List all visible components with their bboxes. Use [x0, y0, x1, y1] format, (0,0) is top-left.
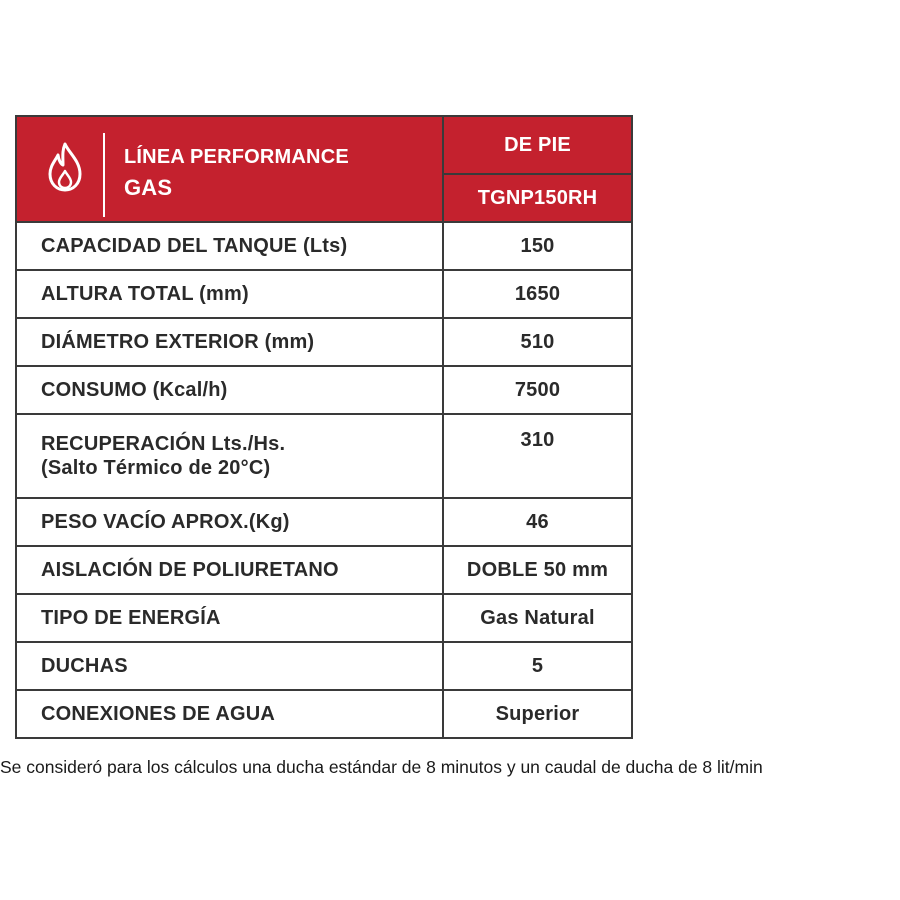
- row-value: 46: [443, 498, 632, 546]
- row-value: Superior: [443, 690, 632, 738]
- footnote: Se consideró para los cálculos una ducha estándar de 8 minutos y un caudal de ducha de 8 lit/min: [0, 757, 763, 777]
- product-line-subtitle: GAS: [124, 175, 173, 200]
- header-row: [16, 116, 632, 174]
- row-label: CAPACIDAD DEL TANQUE (Lts): [16, 222, 443, 270]
- row-value: 510: [443, 318, 632, 366]
- row-label: TIPO DE ENERGÍA: [16, 594, 443, 642]
- row-label: CONSUMO (Kcal/h): [16, 366, 443, 414]
- table-row: [16, 498, 632, 546]
- table-row: [16, 222, 632, 270]
- category-header: DE PIE: [443, 116, 632, 174]
- row-value: Gas Natural: [443, 594, 632, 642]
- row-label: PESO VACÍO APROX.(Kg): [16, 498, 443, 546]
- row-value: DOBLE 50 mm: [443, 546, 632, 594]
- header-product-line: [16, 116, 443, 222]
- model-header: TGNP150RH: [443, 174, 632, 222]
- table-row: [16, 546, 632, 594]
- row-label: [16, 414, 443, 498]
- table-row: [16, 366, 632, 414]
- row-label: CONEXIONES DE AGUA: [16, 690, 443, 738]
- row-label-line2: (Salto Térmico de 20°C): [41, 457, 271, 479]
- row-label: DUCHAS: [16, 642, 443, 690]
- table-row: [16, 270, 632, 318]
- flame-icon: [47, 141, 83, 193]
- row-value: 1650: [443, 270, 632, 318]
- row-value: 5: [443, 642, 632, 690]
- table-row: [16, 690, 632, 738]
- row-label: ALTURA TOTAL (mm): [16, 270, 443, 318]
- product-line-title: LÍNEA PERFORMANCE: [124, 146, 349, 168]
- row-label-line1: RECUPERACIÓN Lts./Hs.: [41, 433, 286, 455]
- header-divider: [103, 133, 105, 217]
- table-row: [16, 594, 632, 642]
- table-row: [16, 642, 632, 690]
- row-label: DIÁMETRO EXTERIOR (mm): [16, 318, 443, 366]
- row-value: 7500: [443, 366, 632, 414]
- table-row: [16, 318, 632, 366]
- table-row: [16, 414, 632, 498]
- row-value: 310: [443, 414, 632, 498]
- spec-table: [15, 115, 633, 739]
- row-value: 150: [443, 222, 632, 270]
- row-label: AISLACIÓN DE POLIURETANO: [16, 546, 443, 594]
